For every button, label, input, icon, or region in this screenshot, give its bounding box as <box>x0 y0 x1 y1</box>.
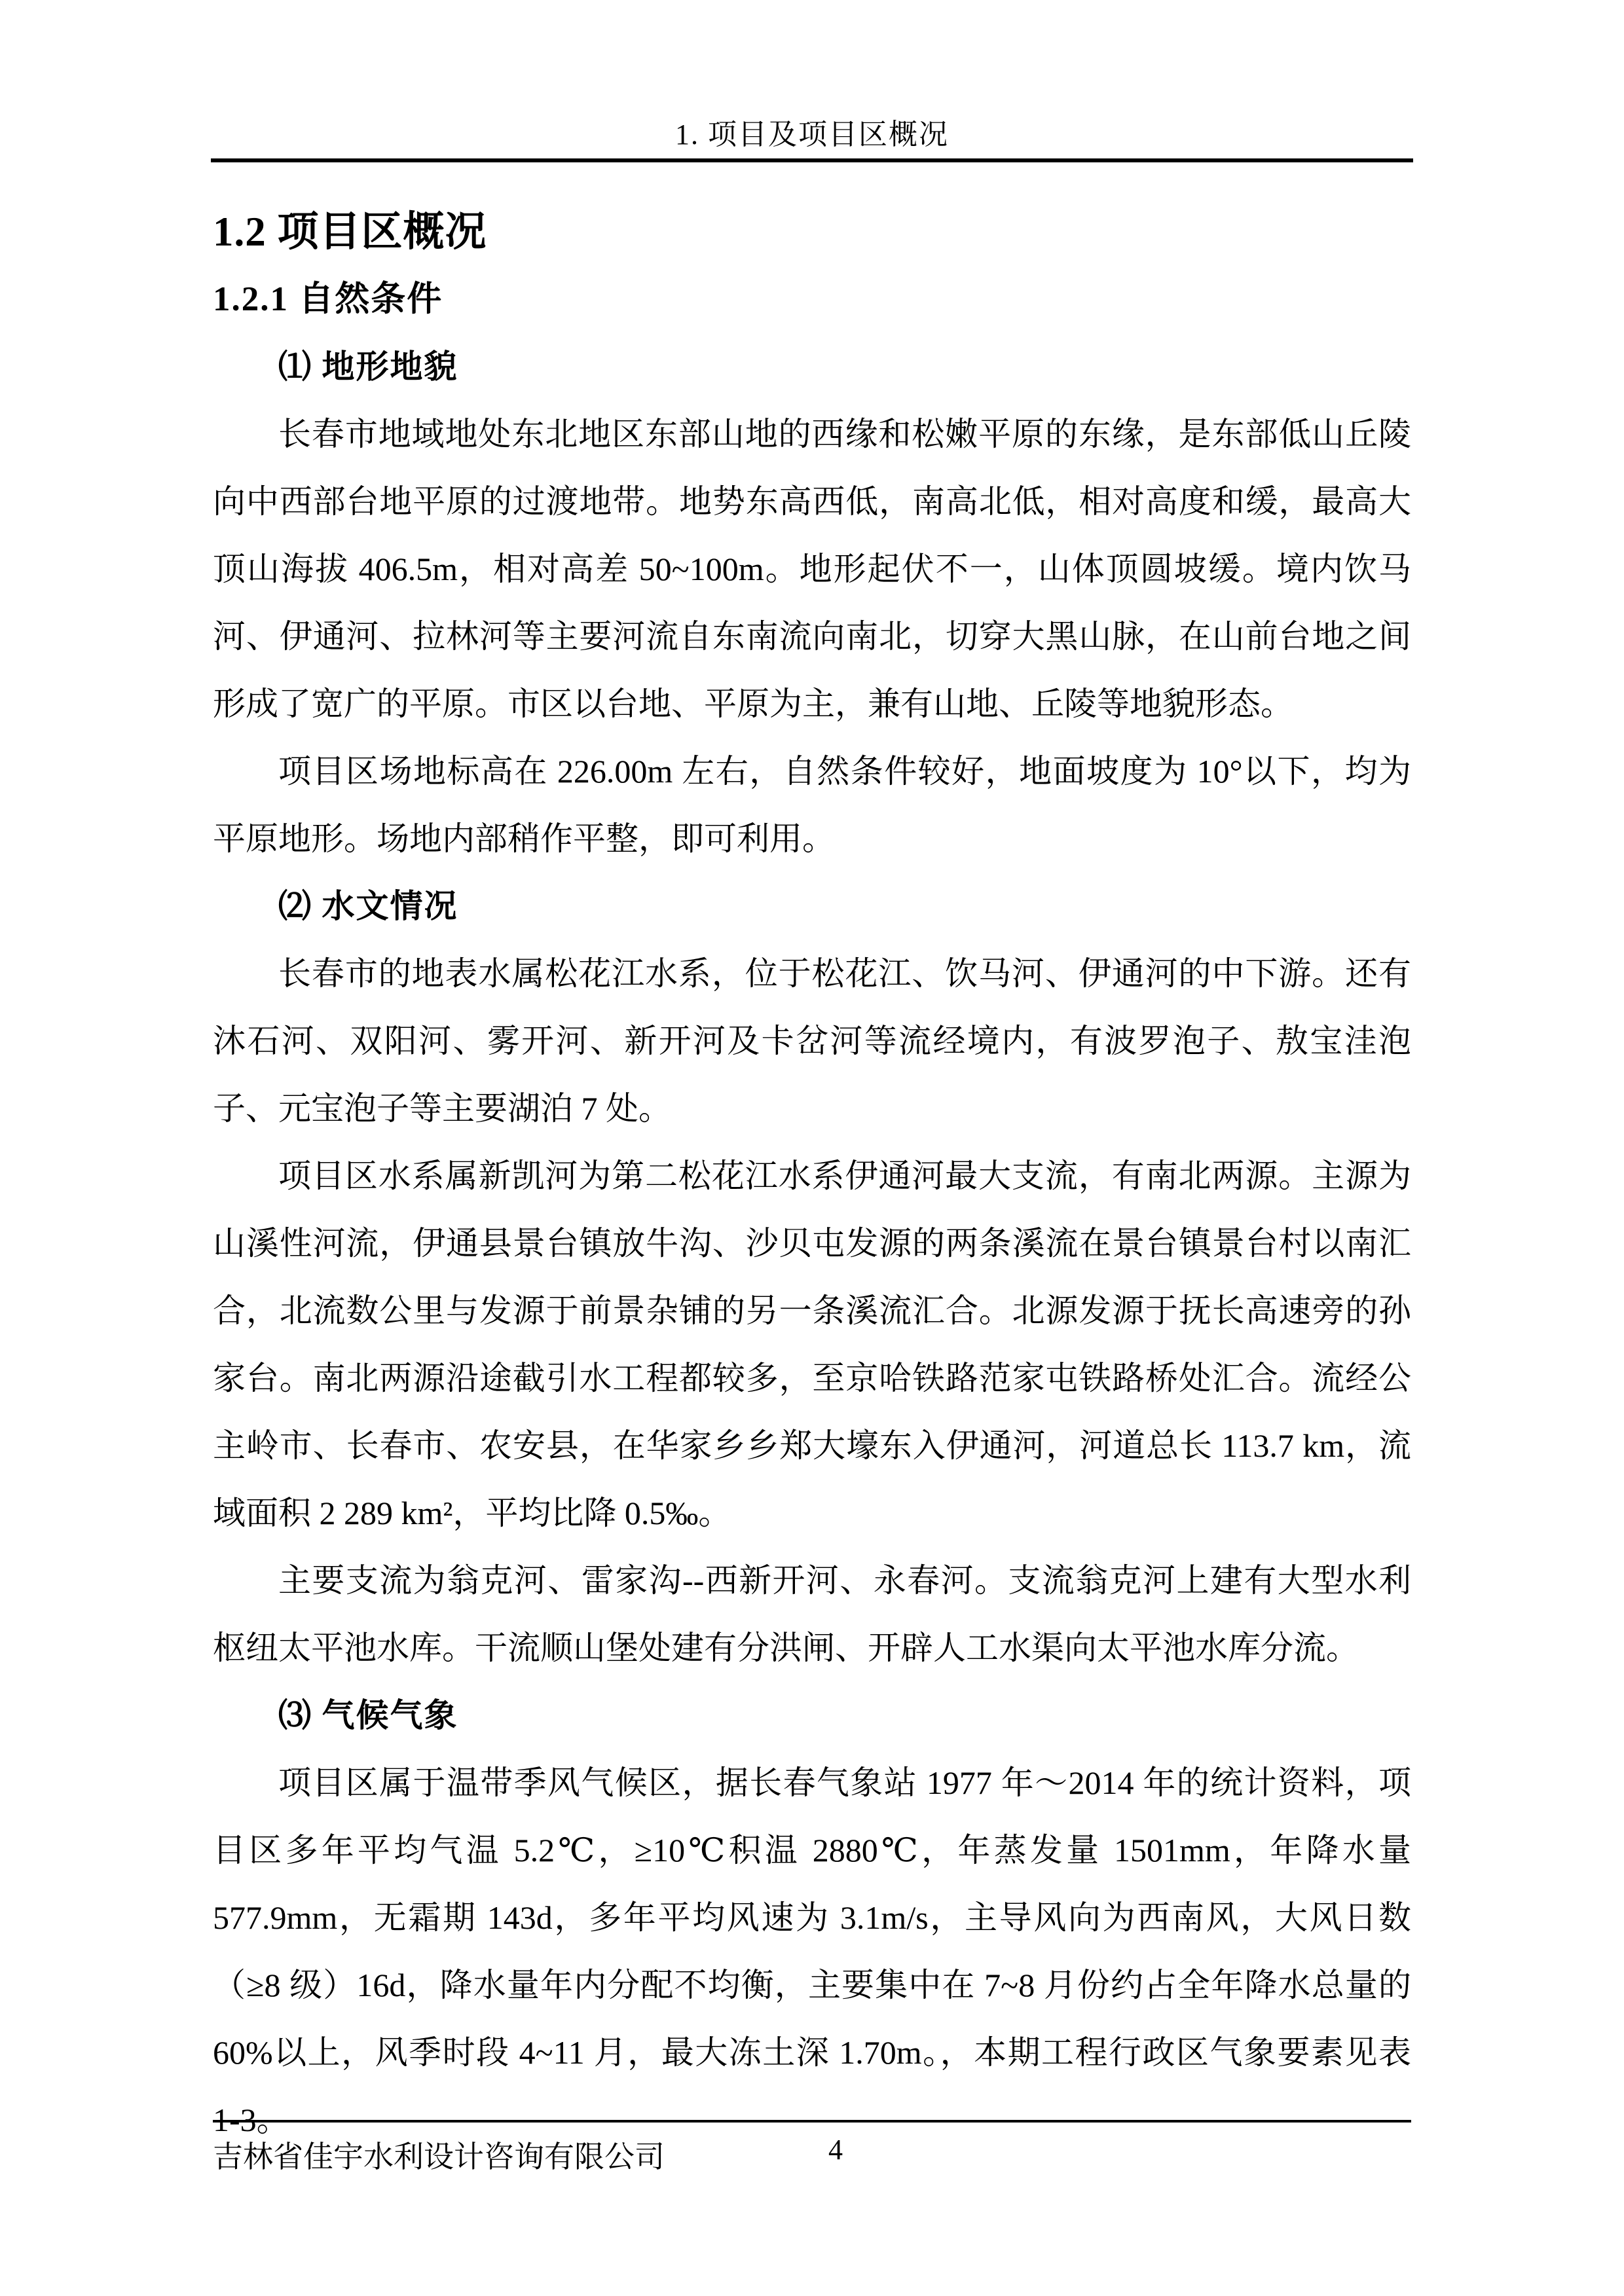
footer-page-number: 4 <box>828 2134 843 2166</box>
paragraph: 项目区属于温带季风气候区，据长春气象站 1977 年～2014 年的统计资料，项目区多年平均气温 5.2℃，≥10℃积温 2880℃，年蒸发量 1501mm，年降水量 577.9mm，无霜期 143d，多年平均风速为 3.1m/s，主导风向为西南风，大风日数（≥8 级）16d，降水量年内分配不均衡，主要集中在 7~8 月份约占全年降水总量的 60%以上，风季时段 4~11 月，最大冻土深 1.70m。，本期工程行政区气象要素见表 1-3。 <box>213 1764 1411 2138</box>
terrain-heading: ⑴ 地形地貌 <box>278 348 458 385</box>
document-body <box>213 198 1411 2154</box>
climate-heading: ⑶ 气候气象 <box>278 1697 458 1734</box>
paragraph: 主要支流为翁克河、雷家沟--西新开河、永春河。支流翁克河上建有大型水利枢纽太平池水库。干流顺山堡处建有分洪闸、开辟人工水渠向太平池水库分流。 <box>213 1562 1411 1666</box>
section-climate <box>213 1682 1411 2154</box>
section-terrain <box>213 333 1411 873</box>
running-header-chapter-title: 1. 项目及项目区概况 <box>675 118 949 151</box>
page-header <box>211 118 1413 162</box>
paragraph: 项目区场地标高在 226.00m 左右，自然条件较好，地面坡度为 10°以下，均为平原地形。场地内部稍作平整，即可利用。 <box>213 753 1411 857</box>
footer-company-name: 吉林省佳宇水利设计咨询有限公司 <box>213 2140 665 2174</box>
section-title-1-2: 1.2 项目区概况 <box>213 209 487 255</box>
paragraph: 项目区水系属新凯河为第二松花江水系伊通河最大支流，有南北两源。主源为山溪性河流，伊通县景台镇放牛沟、沙贝屯发源的两条溪流在景台镇景台村以南汇合，北流数公里与发源于前景杂铺的另一条溪流汇合。北源发源于抚长高速旁的孙家台。南北两源沿途截引水工程都较多，至京哈铁路范家屯铁路桥处汇合。流经公主岭市、长春市、农安县，在华家乡乡郑大壕东入伊通河，河道总长 113.7 km，流域面积 2 289 km²，平均比降 0.5‰。 <box>213 1157 1411 1531</box>
section-hydrology <box>213 873 1411 1682</box>
paragraph: 长春市地域地处东北地区东部山地的西缘和松嫩平原的东缘，是东部低山丘陵向中西部台地平原的过渡地带。地势东高西低，南高北低，相对高度和缓，最高大顶山海拔 406.5m，相对高差 50~100m。地形起伏不一，山体顶圆坡缓。境内饮马河、伊通河、拉林河等主要河流自东南流向南北，切穿大黑山脉，在山前台地之间形成了宽广的平原。市区以台地、平原为主，兼有山地、丘陵等地貌形态。 <box>213 416 1411 722</box>
page-footer <box>213 2120 1411 2174</box>
hydrology-heading: ⑵ 水文情况 <box>278 888 458 924</box>
subsection-title-1-2-1: 1.2.1 自然条件 <box>213 280 443 318</box>
paragraph: 长春市的地表水属松花江水系，位于松花江、饮马河、伊通河的中下游。还有沐石河、双阳河、雾开河、新开河及卡岔河等流经境内，有波罗泡子、敖宝洼泡子、元宝泡子等主要湖泊 7 处。 <box>213 955 1411 1127</box>
